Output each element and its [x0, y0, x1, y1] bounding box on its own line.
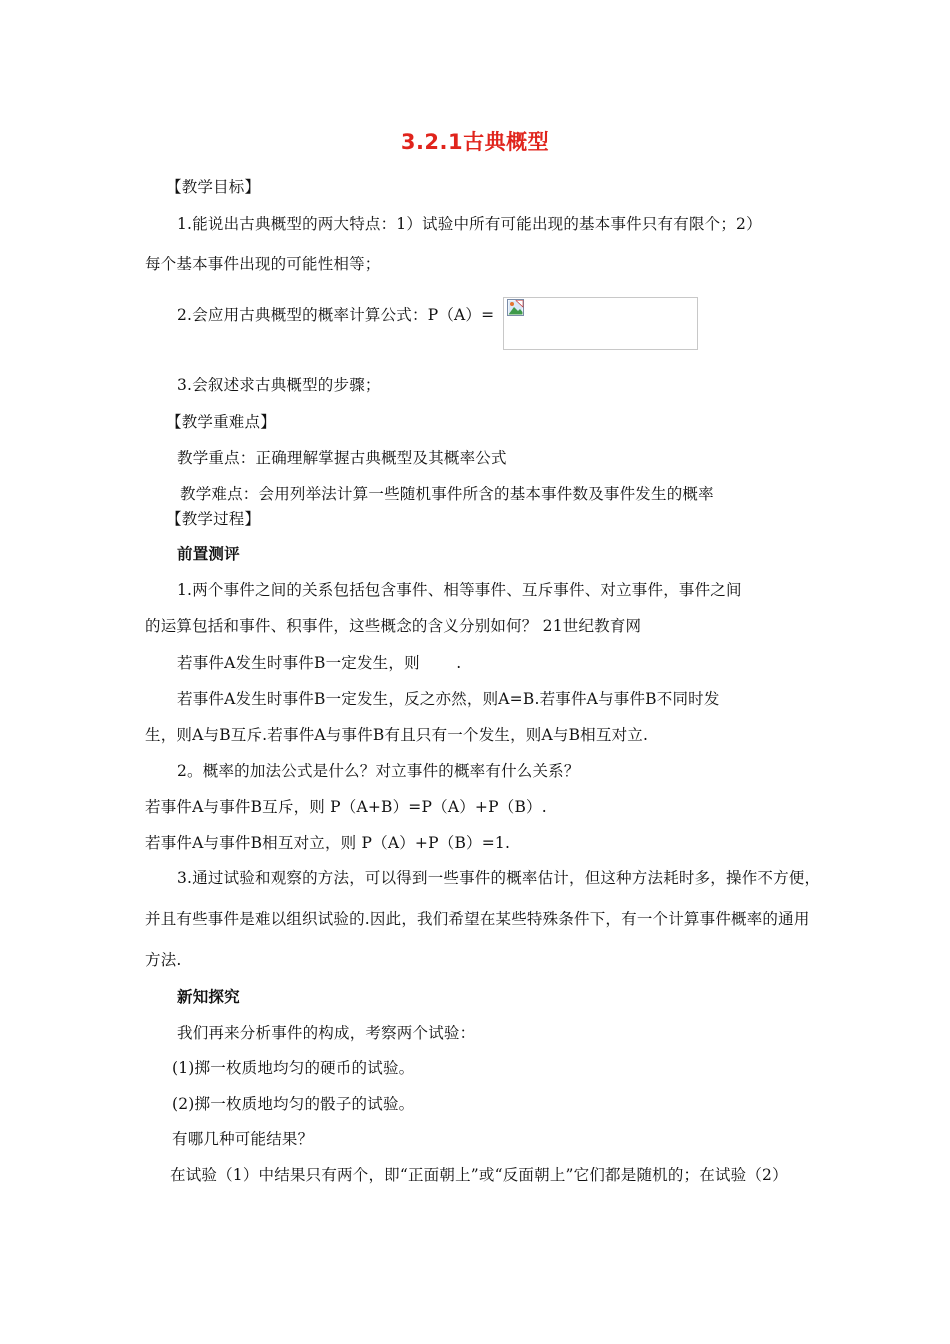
- subheader-new-knowledge: 新知探究: [177, 988, 240, 1006]
- pre-test-2-line-3: 若事件A与事件B相互对立，则 P（A）+P（B）=1.: [145, 834, 511, 852]
- difficulty-line: 教学难点：会用列举法计算一些随机事件所含的基本事件数及事件发生的概率: [180, 485, 714, 503]
- section-header-goals: 【教学目标】: [166, 178, 261, 196]
- goal-1-line-2: 每个基本事件出现的可能性相等；: [145, 255, 381, 273]
- new-knowledge-line-4: 有哪几种可能结果？: [172, 1130, 314, 1148]
- pre-test-1-line-2: 的运算包括和事件、积事件，这些概念的含义分别如何？ 21世纪教育网: [145, 617, 642, 635]
- new-knowledge-line-3: (2)掷一枚质地均匀的骰子的试验。: [172, 1095, 415, 1113]
- formula-image-placeholder: [503, 297, 698, 350]
- subheader-pre-test: 前置测评: [177, 545, 240, 563]
- pre-test-2-line-1: 2。概率的加法公式是什么？对立事件的概率有什么关系？: [177, 762, 580, 780]
- goal-1-line-1: 1.能说出古典概型的两大特点：1）试验中所有可能出现的基本事件只有有限个；2）: [177, 215, 762, 233]
- new-knowledge-line-5: 在试验（1）中结果只有两个，即“正面朝上”或“反面朝上”它们都是随机的；在试验（2）: [170, 1166, 788, 1184]
- pre-test-1-line-3: 若事件A发生时事件B一定发生，则 .: [177, 654, 462, 672]
- section-header-process: 【教学过程】: [166, 510, 261, 528]
- pre-test-1-line-5: 生，则A与B互斥.若事件A与事件B有且只有一个发生，则A与B相互对立.: [145, 726, 649, 744]
- pre-test-3-line-1: 3.通过试验和观察的方法，可以得到一些事件的概率估计，但这种方法耗时多，操作不方便，: [177, 869, 821, 887]
- pre-test-1-line-4: 若事件A发生时事件B一定发生，反之亦然，则A=B.若事件A与事件B不同时发: [177, 690, 720, 708]
- pre-test-2-line-2: 若事件A与事件B互斥，则 P（A+B）=P（A）+P（B）.: [145, 798, 547, 816]
- pre-test-1-line-1: 1.两个事件之间的关系包括包含事件、相等事件、互斥事件、对立事件，事件之间: [177, 581, 742, 599]
- broken-image-icon: [507, 299, 524, 316]
- goal-3-line: 3.会叙述求古典概型的步骤；: [177, 376, 381, 394]
- key-point-line: 教学重点：正确理解掌握古典概型及其概率公式: [177, 449, 507, 467]
- pre-test-3-line-3: 方法.: [145, 951, 182, 969]
- page-title: 3.2.1古典概型: [400, 130, 550, 154]
- pre-test-3-line-2: 并且有些事件是难以组织试验的.因此，我们希望在某些特殊条件下，有一个计算事件概率的通用: [145, 910, 810, 928]
- goal-2-line: 2.会应用古典概型的概率计算公式：P（A）=: [177, 306, 495, 324]
- new-knowledge-line-2: (1)掷一枚质地均匀的硬币的试验。: [172, 1059, 415, 1077]
- new-knowledge-line-1: 我们再来分析事件的构成，考察两个试验：: [177, 1024, 476, 1042]
- section-header-key-points: 【教学重难点】: [166, 413, 276, 431]
